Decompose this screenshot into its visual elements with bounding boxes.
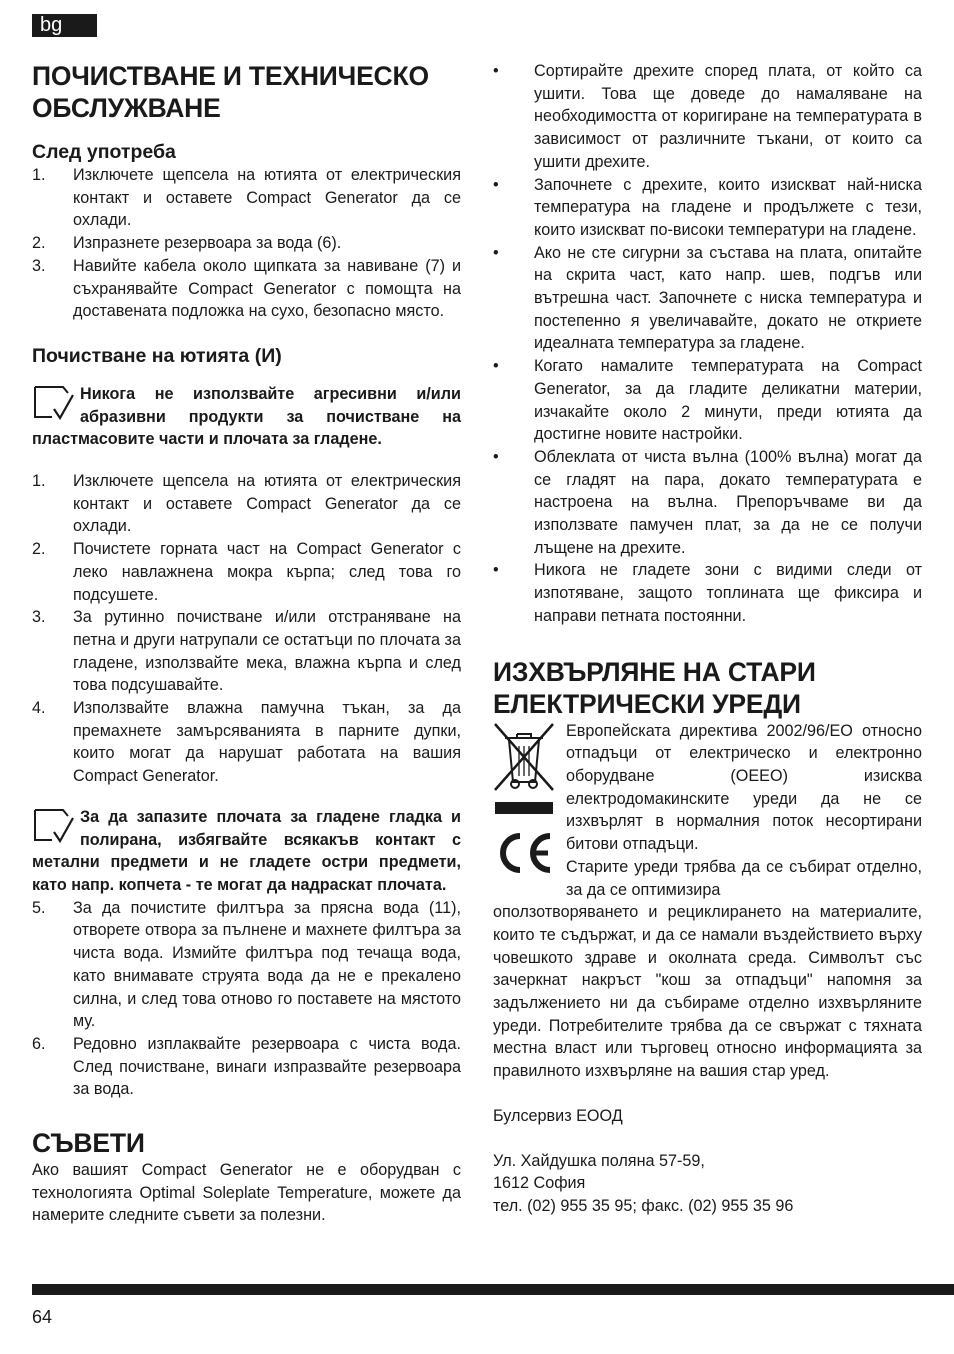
list-item: 5. За да почистите филтъра за прясна вода (11), отворете отвора за пълнене и махнете филтъра за чиста вода. Измийте филтъра под течаща вода, като внимавате струята вода да не е прекалено силна, и след това отново го поставете на мястото му. [32, 898, 461, 1031]
list-item: 4. Използвайте влажна памучна тъкан, за да премахнете замърсяванията в парните дупки, които могат да нарушат работата на вашия Compact Generator. [32, 699, 461, 786]
list-item: • Когато намалите температурата на Compact Generator, за да гладите деликатни материи, изчакайте около 2 минути, преди ютията да достигне новите настройки. [493, 357, 922, 444]
warning-note-2: За да запазите плочата за гладене гладка и полирана, избягвайте всякакъв контакт с метални предмети и не гладете остри предмети, като напр. копчета - те могат да надраскат плочата. [32, 807, 461, 894]
address-line-2: 1612 София [493, 1174, 586, 1193]
list-item: • Сортирайте дрехите според плата, от който са ушити. Това ще доведе до намаляване на необходимостта от коригиране на температурата в зависимост от различните тъкани, от които са ушити дрехите. [493, 62, 922, 171]
left-column [32, 60, 461, 1227]
list-item: • Започнете с дрехите, които изискват най-ниска температура на гладене и продължете с тези, които изискват по-високи температури на гладене. [493, 175, 922, 239]
disposal-section [493, 720, 922, 902]
footer-bar [32, 1284, 954, 1295]
phone-fax: тел. (02) 955 35 95; факс. (02) 955 35 96 [493, 1196, 794, 1215]
bar-mark [495, 802, 553, 814]
language-tag: bg [32, 14, 97, 37]
list-item: 6. Редовно изплаквайте резервоара с чиста вода. След почистване, винаги изпразвайте резервоара за вода. [32, 1034, 461, 1099]
tips-list [493, 60, 922, 628]
address-line-1: Ул. Хайдушка поляна 57-59, [493, 1151, 705, 1170]
note-icon [32, 808, 76, 846]
ce-mark-icon [493, 830, 555, 876]
iron-cleaning-list [32, 470, 461, 788]
iron-cleaning-list-continued [32, 897, 461, 1101]
list-item: 3. За рутинно почистване и/или отстраняване на петна и други натрупали се остатъци по плочата за гладене, използвайте мека, влажна кърпа и след това подсушавайте. [32, 608, 461, 695]
right-column [493, 60, 922, 1218]
after-use-list [32, 164, 461, 323]
list-item: 3. Навийте кабела около щипката за навиване (7) и съхранявайте Compact Generator с помощта на доставената подложка на сухо, безопасно място. [32, 256, 461, 321]
disposal-icons [493, 722, 555, 883]
disposal-paragraph-1: Европейската директива 2002/96/EO относно отпадъци от електрическо и електронно оборудване (ОЕЕО) изисква електродомакинските уреди да не се изхвърлят в нормалния поток несортирани битови отпадъци. [566, 721, 922, 854]
warning-note-1: Никога не използвайте агресивни и/или абразивни продукти за почистване на пластмасовите части и плочата за гладене. [32, 384, 461, 449]
tips-intro: Ако вашият Compact Generator не е оборудван с технологията Optimal Soleplate Temperature, можете да намерите следните съвети за полезни. [32, 1161, 461, 1225]
disposal-paragraph-2b: оползотворяването и рециклирането на материалите, които те съдържат, и да се намали въздействието върху човешкото здраве и околната среда. Символът със зачеркнат накръст "кош за отпадъци" напомня за задължението ни да събираме отделно изхвърляните уреди. Потребителите трябва да се свържат с тяхната местна власт или търговец относно информацията за правилното изхвърляне на вашия стар уред. [493, 903, 922, 1081]
list-item: • Никога не гладете зони с видими следи от изпотяване, защото топлината ще фиксира и направи петната постоянни. [493, 561, 922, 625]
note-icon [32, 385, 76, 423]
list-item: 1. Изключете щепсела на ютията от електрическия контакт и оставете Compact Generator да се охлади. [32, 166, 461, 230]
list-item: • Облеклата от чиста вълна (100% вълна) могат да се гладят на пара, докато температурата е настроена на вълна. Препоръчваме ви да използвате памучен плат, за да не се получи лъщене на дрехите. [493, 447, 922, 557]
heading-tips: СЪВЕТИ [32, 1128, 145, 1159]
page-number: 64 [32, 1307, 53, 1327]
subheading-after-use: След употреба [32, 141, 176, 163]
heading-disposal: ИЗХВЪРЛЯНЕ НА СТАРИ ЕЛЕКТРИЧЕСКИ УРЕДИ [493, 656, 816, 719]
disposal-paragraph-2a: Старите уреди трябва да се събират отделно, за да се оптимизира [566, 857, 922, 899]
company-name: Булсервиз ЕООД [493, 1106, 623, 1125]
list-item: • Ако не сте сигурни за състава на плата, опитайте на скрита част, като напр. шев, подгъв или вътрешна част. Започнете с ниска температура и постепенно я увеличавайте, докато не откриете идеалната температура за гладене. [493, 243, 922, 353]
list-item: 2. Изпразнете резервоара за вода (6). [32, 234, 342, 253]
list-item: 1. Изключете щепсела на ютията от електрическия контакт и оставете Compact Generator да се охлади. [32, 472, 461, 536]
list-item: 2. Почистете горната част на Compact Generator с леко навлажнена мокра кърпа; след това го подсушете. [32, 540, 461, 604]
crossed-bin-icon [493, 722, 555, 792]
subheading-iron-cleaning: Почистване на ютията (И) [32, 344, 282, 367]
heading-cleaning: ПОЧИСТВАНЕ И ТЕХНИЧЕСКО ОБСЛУЖВАНЕ [32, 61, 429, 123]
